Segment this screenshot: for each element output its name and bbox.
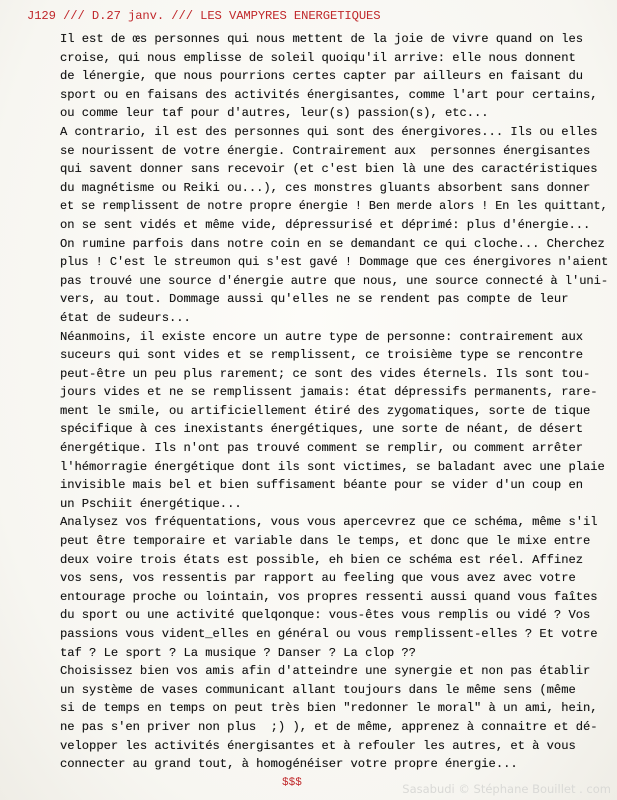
text-line: vos sens, vos ressentis par rapport au feeling que vous avez avec votre [60, 571, 576, 586]
text-line: A contrario, il est des personnes qui sont des énergivores... Ils ou elles [60, 124, 598, 139]
text-line: du sport ou une activité quelqonque: vous-êtes vous remplis ou vidé ? Vos [60, 608, 591, 623]
text-line: croise, qui nous emplisse de soleil quoiqu'il arrive: elle nous donnent [60, 50, 576, 65]
text-line: Analysez vos fréquentations, vous vous apercevrez que ce schéma, même s'il [60, 515, 598, 530]
text-line: se nourissent de votre énergie. Contrairement aux personnes énergisantes [60, 143, 591, 158]
text-line: sport ou en faisans des activités énergisantes, comme l'art pour certains, [60, 87, 598, 102]
text-line: état de sudeurs... [60, 310, 191, 325]
text-line: peut être temporaire et variable dans le temps, et donc que le mixe entre [60, 534, 591, 549]
text-line: taf ? Le sport ? La musique ? Danser ? La clop ?? [60, 645, 416, 660]
text-line: Il est de œs personnes qui nous mettent de la joie de vivre quand on les [60, 32, 583, 46]
text-line: Néanmoins, il existe encore un autre type de personne: contrairement aux [60, 329, 583, 344]
text-line: on se sent vidés et même vide, dépressurisé et déprimé: plus d'énergie... [60, 217, 591, 232]
text-line: vers, au tout. Dommage aussi qu'elles ne se rendent pas compte de leur [60, 292, 569, 307]
text-line: pas trouvé une source d'énergie autre que nous, une source connecté à l'uni- [60, 273, 609, 288]
text-line: passions vous vident_elles en général ou vous remplissent-elles ? Et votre [60, 627, 598, 641]
text-line: jours vides et ne se remplissent jamais: état dépressifs permanents, rare- [60, 385, 598, 400]
text-line: qui savent donner sans recevoir (et c'est bien là une des caractéristiques [60, 162, 598, 177]
text-line: un Pschiit énergétique... [60, 496, 242, 511]
text-line: du magnétisme ou Reiki ou...), ces monstres gluants absorbent sans donner [60, 180, 591, 195]
text-line: spécifique à ces inexistants énergétiques, une sorte de néant, de désert [60, 422, 583, 437]
body-text [60, 30, 612, 774]
text-line: ne pas s'en priver non plus ;) ), et de même, apprenez à connaitre et dé- [60, 719, 598, 734]
text-line: ment le smile, ou artificiellement étiré des zygomatiques, sorte de tique [60, 403, 591, 418]
page-title: J129 /// D.27 janv. /// LES VAMPYRES ENERGETIQUES [27, 9, 381, 23]
text-line: velopper les activités énergisantes et à refouler les autres, et à vous [60, 738, 576, 753]
text-line: énergétique. Ils n'ont pas trouvé comment se remplir, ou comment arrêter [60, 441, 583, 456]
text-line: l'hémorragie énergétique dont ils sont victimes, se baladant avec une plaie [60, 459, 605, 474]
copyright-watermark: Sasabudi © Stéphane Bouillet . com [402, 782, 611, 796]
text-line: de lénergie, que nous pourrions certes capter par ailleurs en faisant du [60, 69, 583, 84]
text-line: un système de vases communicant allant toujours dans le même sens (même [60, 682, 576, 697]
text-line: plus ! C'est le streumon qui s'est gavé ! Dommage que ces énergivores n'aient [60, 255, 609, 270]
text-line: suceurs qui sont vides et se remplissent, ce troisième type se rencontre [60, 348, 583, 363]
text-line: peut-être un peu plus rarement; ce sont des vides éternels. Ils sont tou- [60, 366, 591, 381]
text-line: Choisissez bien vos amis afin d'atteindre une synergie et non pas établir [60, 664, 591, 679]
text-line: deux voire trois états est possible, eh bien ce schéma est réel. Affinez [60, 552, 583, 567]
text-line: invisible mais bel et bien suffisament béante pour se vider d'un coup en [60, 478, 583, 493]
end-mark: $$$ [282, 777, 302, 789]
text-line: et se remplissent de notre propre énergie ! Ben merde alors ! En les quittant, [60, 199, 608, 214]
text-line: si de temps en temps on peut très bien "redonner le moral" à un ami, hein, [60, 701, 598, 716]
text-line: entourage proche ou lointain, vos propres ressenti aussi quand vous faîtes [60, 589, 598, 604]
text-line: connecter au grand tout, à homogénéiser votre propre énergie... [60, 757, 518, 772]
text-line: On rumine parfois dans notre coin en se demandant ce qui cloche... Cherchez [60, 236, 605, 251]
text-line: ou comme leur taf pour d'autres, leur(s) passion(s), etc... [60, 106, 489, 121]
